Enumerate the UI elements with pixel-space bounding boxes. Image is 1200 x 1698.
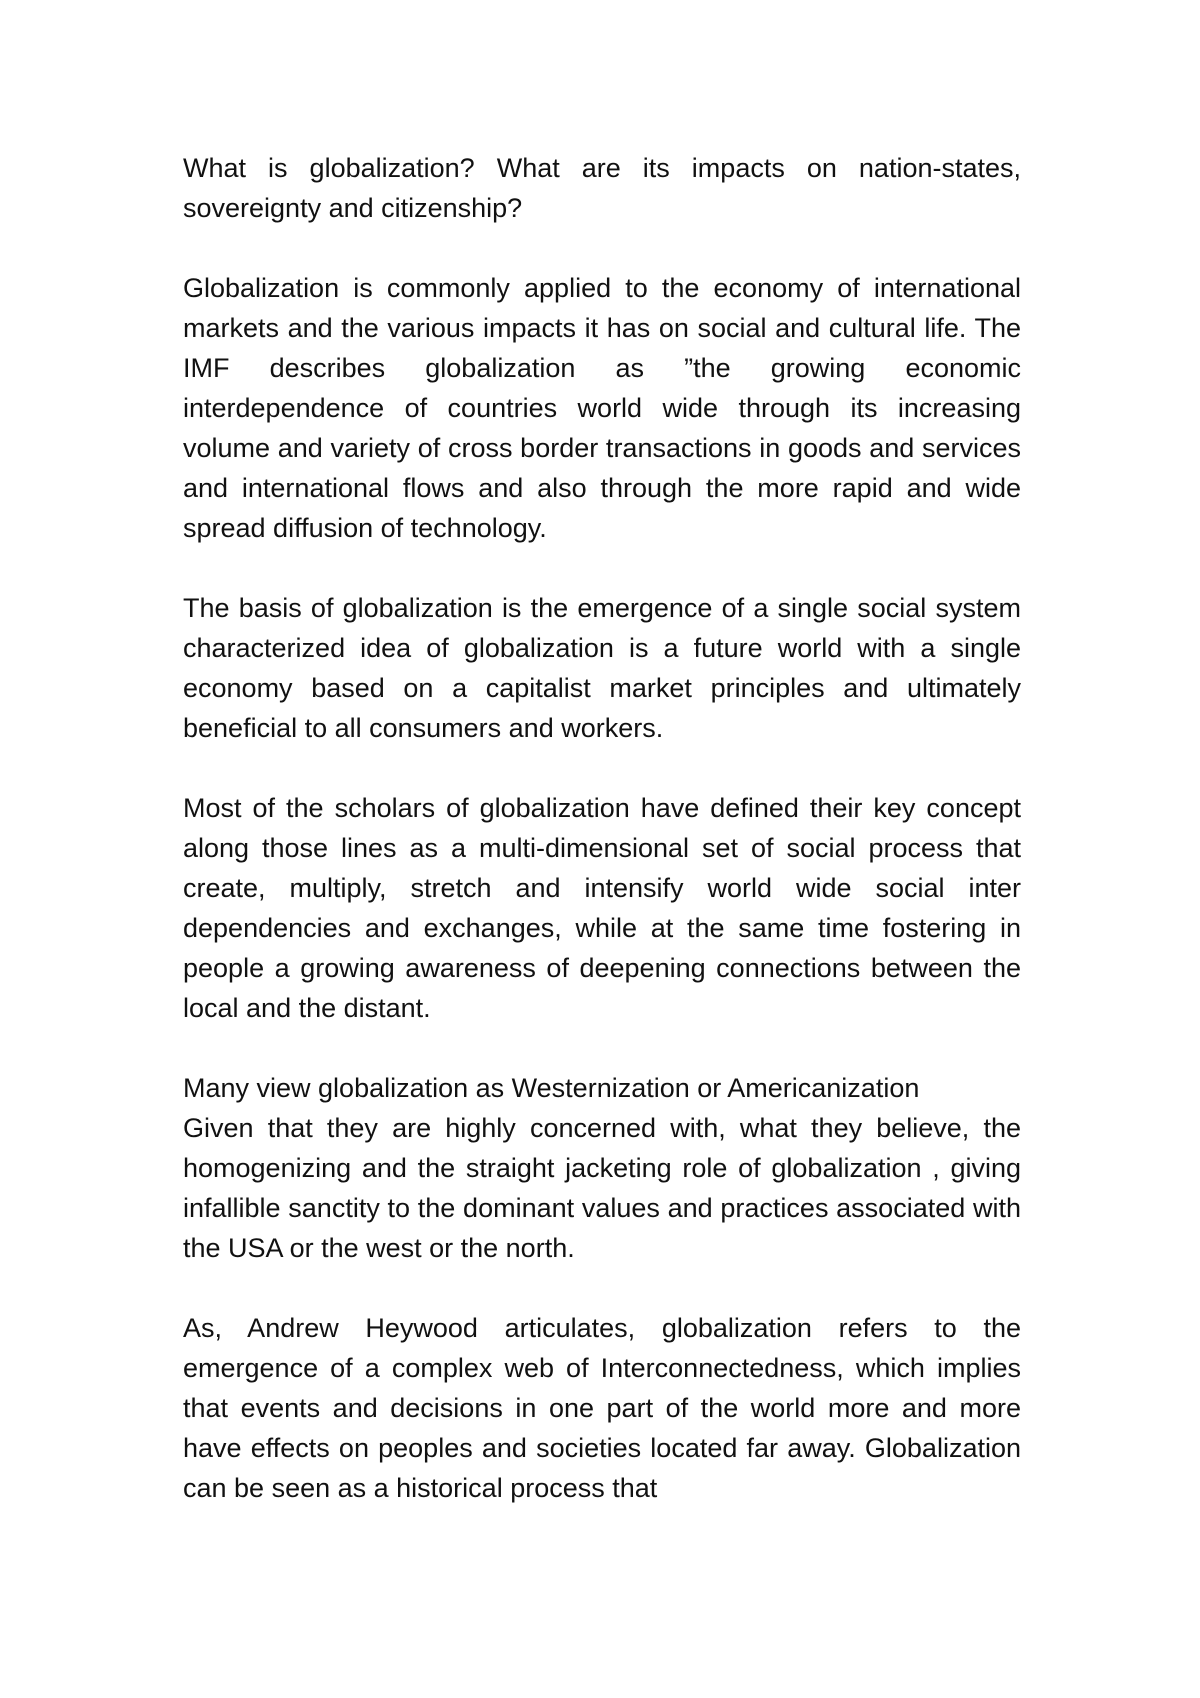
question-heading	[183, 148, 1021, 228]
westernization-rest: Given that they are highly concerned with, what they believe, the homogenizing and the straight jacketing role of globalization , giving infallible sanctity to the dominant values and practices associated with the USA or the west or the north.	[183, 1113, 1021, 1263]
question-line-1: What is globalization? What are its impacts on nation-states,	[183, 153, 1021, 183]
paragraph-scholars-definition: Most of the scholars of globalization have defined their key concept along those lines as a multi-dimensional set of social process that create, multiply, stretch and intensify world wide social inter dependencies and exchanges, while at the same time fostering in people a growing awareness of deepening connections between the local and the distant.	[183, 793, 1021, 1023]
document-body	[183, 148, 1021, 1508]
paragraph-westernization	[183, 1068, 1021, 1268]
paragraph-heywood: As, Andrew Heywood articulates, globalization refers to the emergence of a complex web of Interconnectedness, which implies that events and decisions in one part of the world more and more have effects on peoples and societies located far away. Globalization can be seen as a historical process that	[183, 1313, 1021, 1503]
paragraph-basis-of-globalization: The basis of globalization is the emergence of a single social system characterized idea of globalization is a future world with a single economy based on a capitalist market principles and ultimately beneficial to all consumers and workers.	[183, 593, 1021, 743]
westernization-first-line: Many view globalization as Westernization or Americanization	[183, 1073, 920, 1103]
question-line-2: sovereignty and citizenship?	[183, 193, 523, 223]
paragraph-imf-definition: Globalization is commonly applied to the economy of international markets and the various impacts it has on social and cultural life. The IMF describes globalization as ”the growing economic interdependence of countries world wide through its increasing volume and variety of cross border transactions in goods and services and international flows and also through the more rapid and wide spread diffusion of technology.	[183, 273, 1021, 543]
